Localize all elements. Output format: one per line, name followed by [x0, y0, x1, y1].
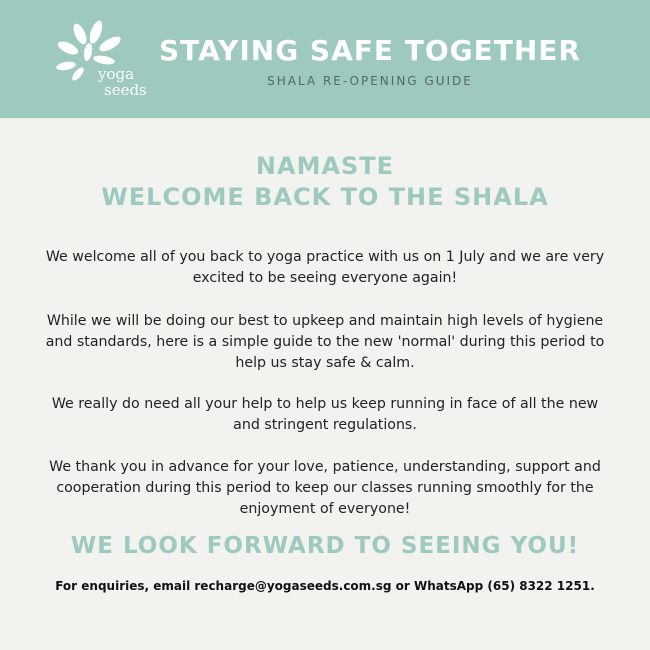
- paragraph-help: We really do need all your help to help us keep running in face of all the new and stringent regulations.: [51, 396, 599, 433]
- greeting-heading: NAMASTE: [255, 152, 395, 180]
- logo-text-yoga: yoga: [98, 65, 135, 83]
- page-title: STAYING SAFE TOGETHER: [158, 34, 581, 67]
- paragraph-thanks: We thank you in advance for your love, patience, understanding, support and cooperation during this period to keep our classes running smoothly for the enjoyment of everyone!: [49, 459, 601, 517]
- header-banner: [0, 0, 650, 118]
- welcome-heading: WELCOME BACK TO THE SHALA: [101, 183, 549, 211]
- paragraph-hygiene: While we will be doing our best to upkeep and maintain high levels of hygiene and standards, here is a simple guide to the new 'normal' during this period to help us stay safe & calm.: [45, 313, 605, 371]
- logo-text-seeds: seeds: [104, 81, 147, 99]
- paragraph-welcome: We welcome all of you back to yoga practice with us on 1 July and we are very excited to be seeing everyone again!: [45, 249, 605, 286]
- closing-heading: WE LOOK FORWARD TO SEEING YOU!: [70, 533, 580, 559]
- contact-info: For enquiries, email recharge@yogaseeds.com.sg or WhatsApp (65) 8322 1251.: [55, 579, 595, 593]
- page-subtitle: SHALA RE-OPENING GUIDE: [267, 74, 473, 88]
- yoga-seeds-logo: [52, 18, 152, 104]
